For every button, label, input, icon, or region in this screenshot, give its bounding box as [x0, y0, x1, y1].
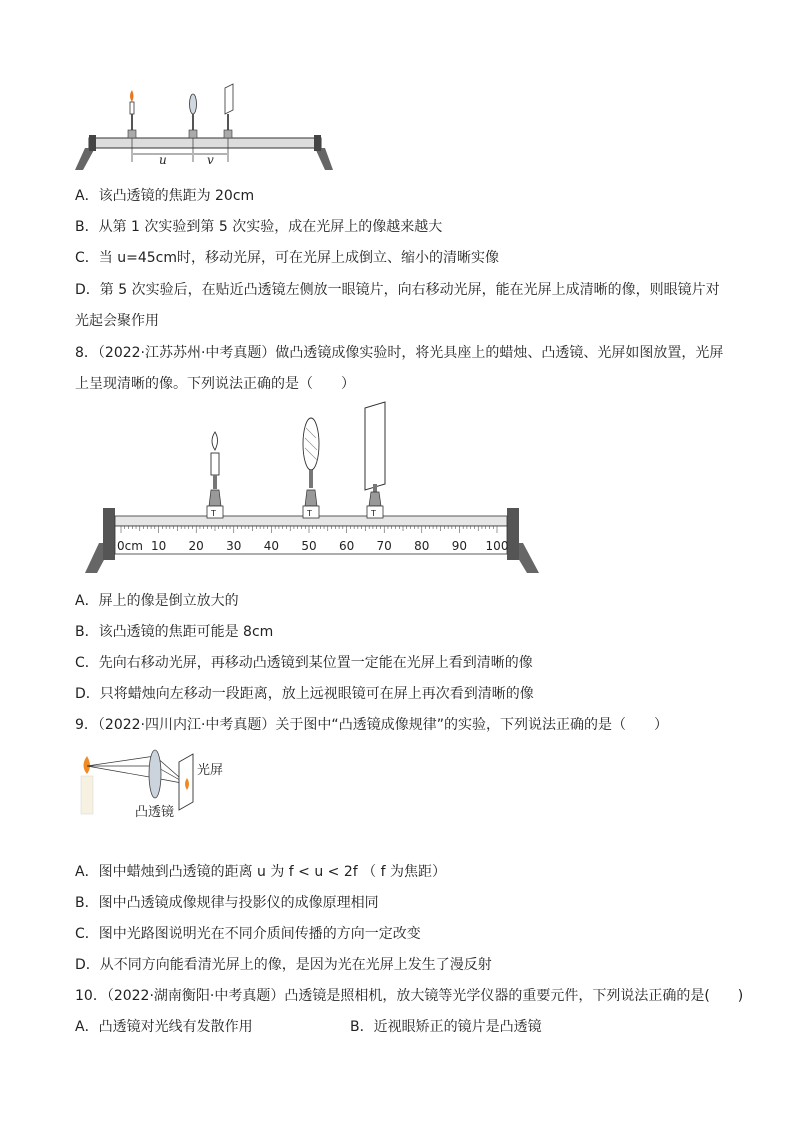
scale-label: 10 — [150, 539, 167, 553]
q7-option-a: A．该凸透镜的焦距为 20cm — [75, 188, 255, 204]
q9-option-b: B．图中凸透镜成像规律与投影仪的成像原理相同 — [75, 895, 379, 911]
scale-label: 80 — [414, 539, 430, 553]
light-screen-icon — [365, 402, 385, 518]
screen-label: 光屏 — [197, 763, 224, 778]
q8-stem-line2: 上呈现清晰的像。下列说法正确的是（ ） — [75, 376, 355, 392]
q7-option-d: D．第 5 次实验后，在贴近凸透镜左侧放一眼镜片，向右移动光屏，能在光屏上成清晰的像，则眼镜片对 — [75, 282, 720, 298]
q7-option-d-cont: 光起会聚作用 — [75, 313, 159, 329]
q9-option-a: A．图中蜡烛到凸透镜的距离 u 为 f < u < 2f （ f 为焦距） — [75, 864, 446, 880]
convex-lens-icon — [149, 750, 161, 798]
q8-optical-bench-figure — [85, 398, 545, 578]
label-v: v — [207, 153, 214, 167]
scale-label: 0cm — [117, 539, 143, 553]
q7-option-c: C．当 u=45cm时，移动光屏，可在光屏上成倒立、缩小的清晰实像 — [75, 250, 499, 266]
candle-icon — [81, 756, 93, 814]
candle-icon — [128, 90, 136, 138]
q9-light-path-figure — [75, 748, 245, 823]
svg-text:T: T — [371, 509, 376, 518]
q10-stem: 10．（2022·湖南衡阳·中考真题）凸透镜是照相机，放大镜等光学仪器的重要元件，下列说法正确的是( ) — [75, 988, 744, 1004]
scale-label: 60 — [338, 539, 355, 553]
bench-left-leg — [75, 148, 95, 170]
light-screen-icon — [179, 754, 193, 810]
q9-stem: 9．（2022·四川内江·中考真题）关于图中“凸透镜成像规律”的实验，下列说法正确的是（ ） — [75, 717, 668, 733]
scale-label: 20 — [188, 539, 204, 553]
scale-label: 100 — [485, 539, 509, 553]
q10-option-a: A．凸透镜对光线有发散作用 — [75, 1019, 253, 1035]
scale-label: 50 — [301, 539, 317, 553]
svg-text:T: T — [211, 509, 216, 518]
candle-icon — [207, 432, 223, 518]
q8-stem-line1: 8．（2022·江苏苏州·中考真题）做凸透镜成像实验时，将光具座上的蜡烛、凸透镜、光屏如图放置，光屏 — [75, 345, 724, 361]
bench-right-leg — [315, 148, 333, 170]
scale-label: 30 — [226, 539, 242, 553]
convex-lens-icon — [303, 418, 319, 518]
convex-lens-icon — [189, 94, 197, 138]
q10-option-b: B．近视眼矫正的镜片是凸透镜 — [350, 1019, 542, 1035]
q9-option-d: D．从不同方向能看清光屏上的像，是因为光在光屏上发生了漫反射 — [75, 957, 492, 973]
lens-label: 凸透镜 — [135, 805, 175, 820]
svg-text:T: T — [307, 509, 312, 518]
q7-optical-bench-figure — [75, 80, 335, 175]
q8-option-c: C．先向右移动光屏，再移动凸透镜到某位置一定能在光屏上看到清晰的像 — [75, 655, 533, 671]
q7-option-b: B．从第 1 次实验到第 5 次实验，成在光屏上的像越来越大 — [75, 219, 443, 235]
scale-label: 90 — [451, 539, 468, 553]
light-screen-icon — [224, 84, 233, 138]
scale-label: 40 — [263, 539, 280, 553]
q9-option-c: C．图中光路图说明光在不同介质间传播的方向一定改变 — [75, 926, 421, 942]
q8-option-b: B．该凸透镜的焦距可能是 8cm — [75, 624, 274, 640]
q8-option-d: D．只将蜡烛向左移动一段距离，放上远视眼镜可在屏上再次看到清晰的像 — [75, 686, 534, 702]
q8-option-a: A．屏上的像是倒立放大的 — [75, 593, 239, 609]
label-u: u — [159, 153, 167, 167]
scale-label: 70 — [376, 539, 392, 553]
bench-rail — [89, 138, 321, 148]
